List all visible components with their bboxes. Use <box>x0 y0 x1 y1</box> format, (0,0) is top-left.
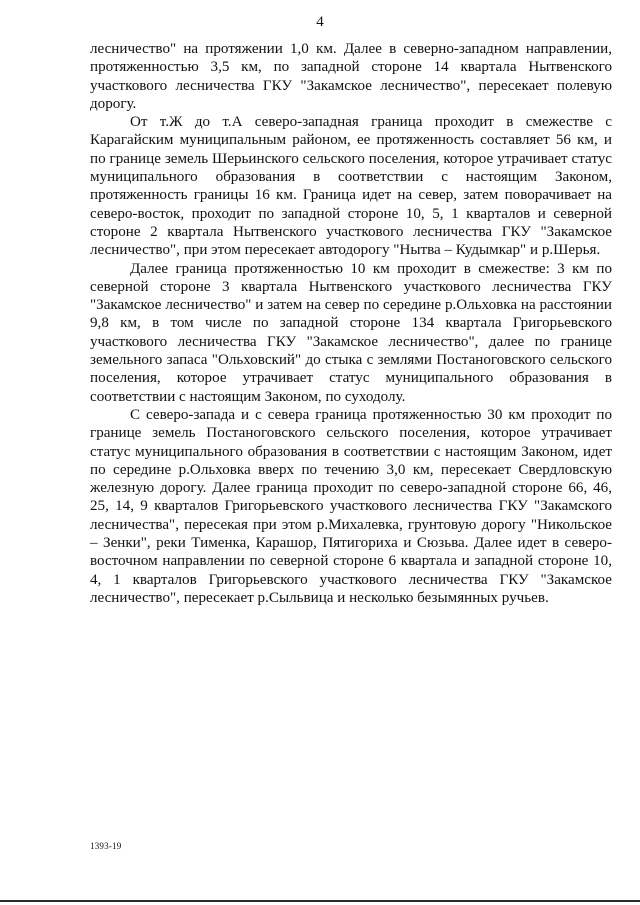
page-number: 4 <box>316 14 324 30</box>
scan-bottom-edge <box>0 900 640 902</box>
document-body <box>90 40 612 607</box>
paragraph-continuation: лесничество" на протяжении 1,0 км. Далее в северно-западном направлении, протяженностью 3,5 км, по западной стороне 14 квартала Нытвенского участкового лесничества ГКУ "Закамское лесничество", пересекает полевую дорогу. <box>90 41 612 112</box>
document-code: 1393-19 <box>90 841 122 851</box>
paragraph-north-border: С северо-запада и с севера граница протяженностью 30 км проходит по границе земель Постаноговского сельского поселения, которое утрачивает статус муниципального образования в соответствии с настоящим Законом, идет по середине р.Ольховка вверх по течению 3,0 км, пересекает Свердловскую железную дорогу. Далее граница проходит по северо-западной стороне 66, 46, 25, 14, 9 кварталов Григорьевского участкового лесничества ГКУ "Закамского лесничества", пересекая при этом р.Михалевка, грунтовую дорогу "Никольское – Зенки", реки Тименка, Карашор, Пятигориха и Сюзьва. Далее идет в северо-восточном направлении по северной стороне 6 квартала и западной стороне 10, 4, 1 кварталов Григорьевского участкового лесничества ГКУ "Закамское лесничество", пересекает р.Сыльвица и несколько безымянных ручьев. <box>90 406 612 606</box>
paragraph-olkhovka-border: Далее граница протяженностью 10 км проходит в смежестве: 3 км по северной стороне 3 квартала Нытвенского участкового лесничества ГКУ "Закамское лесничество" и затем на север по середине р.Ольховка на расстоянии 9,8 км, в том числе по западной стороне 134 квартала Григорьевского участкового лесничества ГКУ "Закамское лесничество", далее по границе земельного запаса "Ольховский" до стыка с землями Постаноговского сельского поселения, которое утрачивает статус муниципального образования в соответствии с настоящим Законом, по суходолу. <box>90 260 612 405</box>
paragraph-northwest-border: От т.Ж до т.А северо-западная граница проходит в смежестве с Карагайским муниципальным районом, ее протяженность составляет 56 км, и по границе земель Шерьинского сельского поселения, которое утрачивает статус муниципального образования в соответствии с настоящим Законом, протяженность границы 16 км. Граница идет на север, затем поворачивает на северо-восток, проходит по западной стороне 10, 5, 1 кварталов и северной стороне 2 квартала Нытвенского участкового лесничества ГКУ "Закамское лесничество", при этом пересекает автодорогу "Нытва – Кудымкар" и р.Шерья. <box>90 114 612 259</box>
